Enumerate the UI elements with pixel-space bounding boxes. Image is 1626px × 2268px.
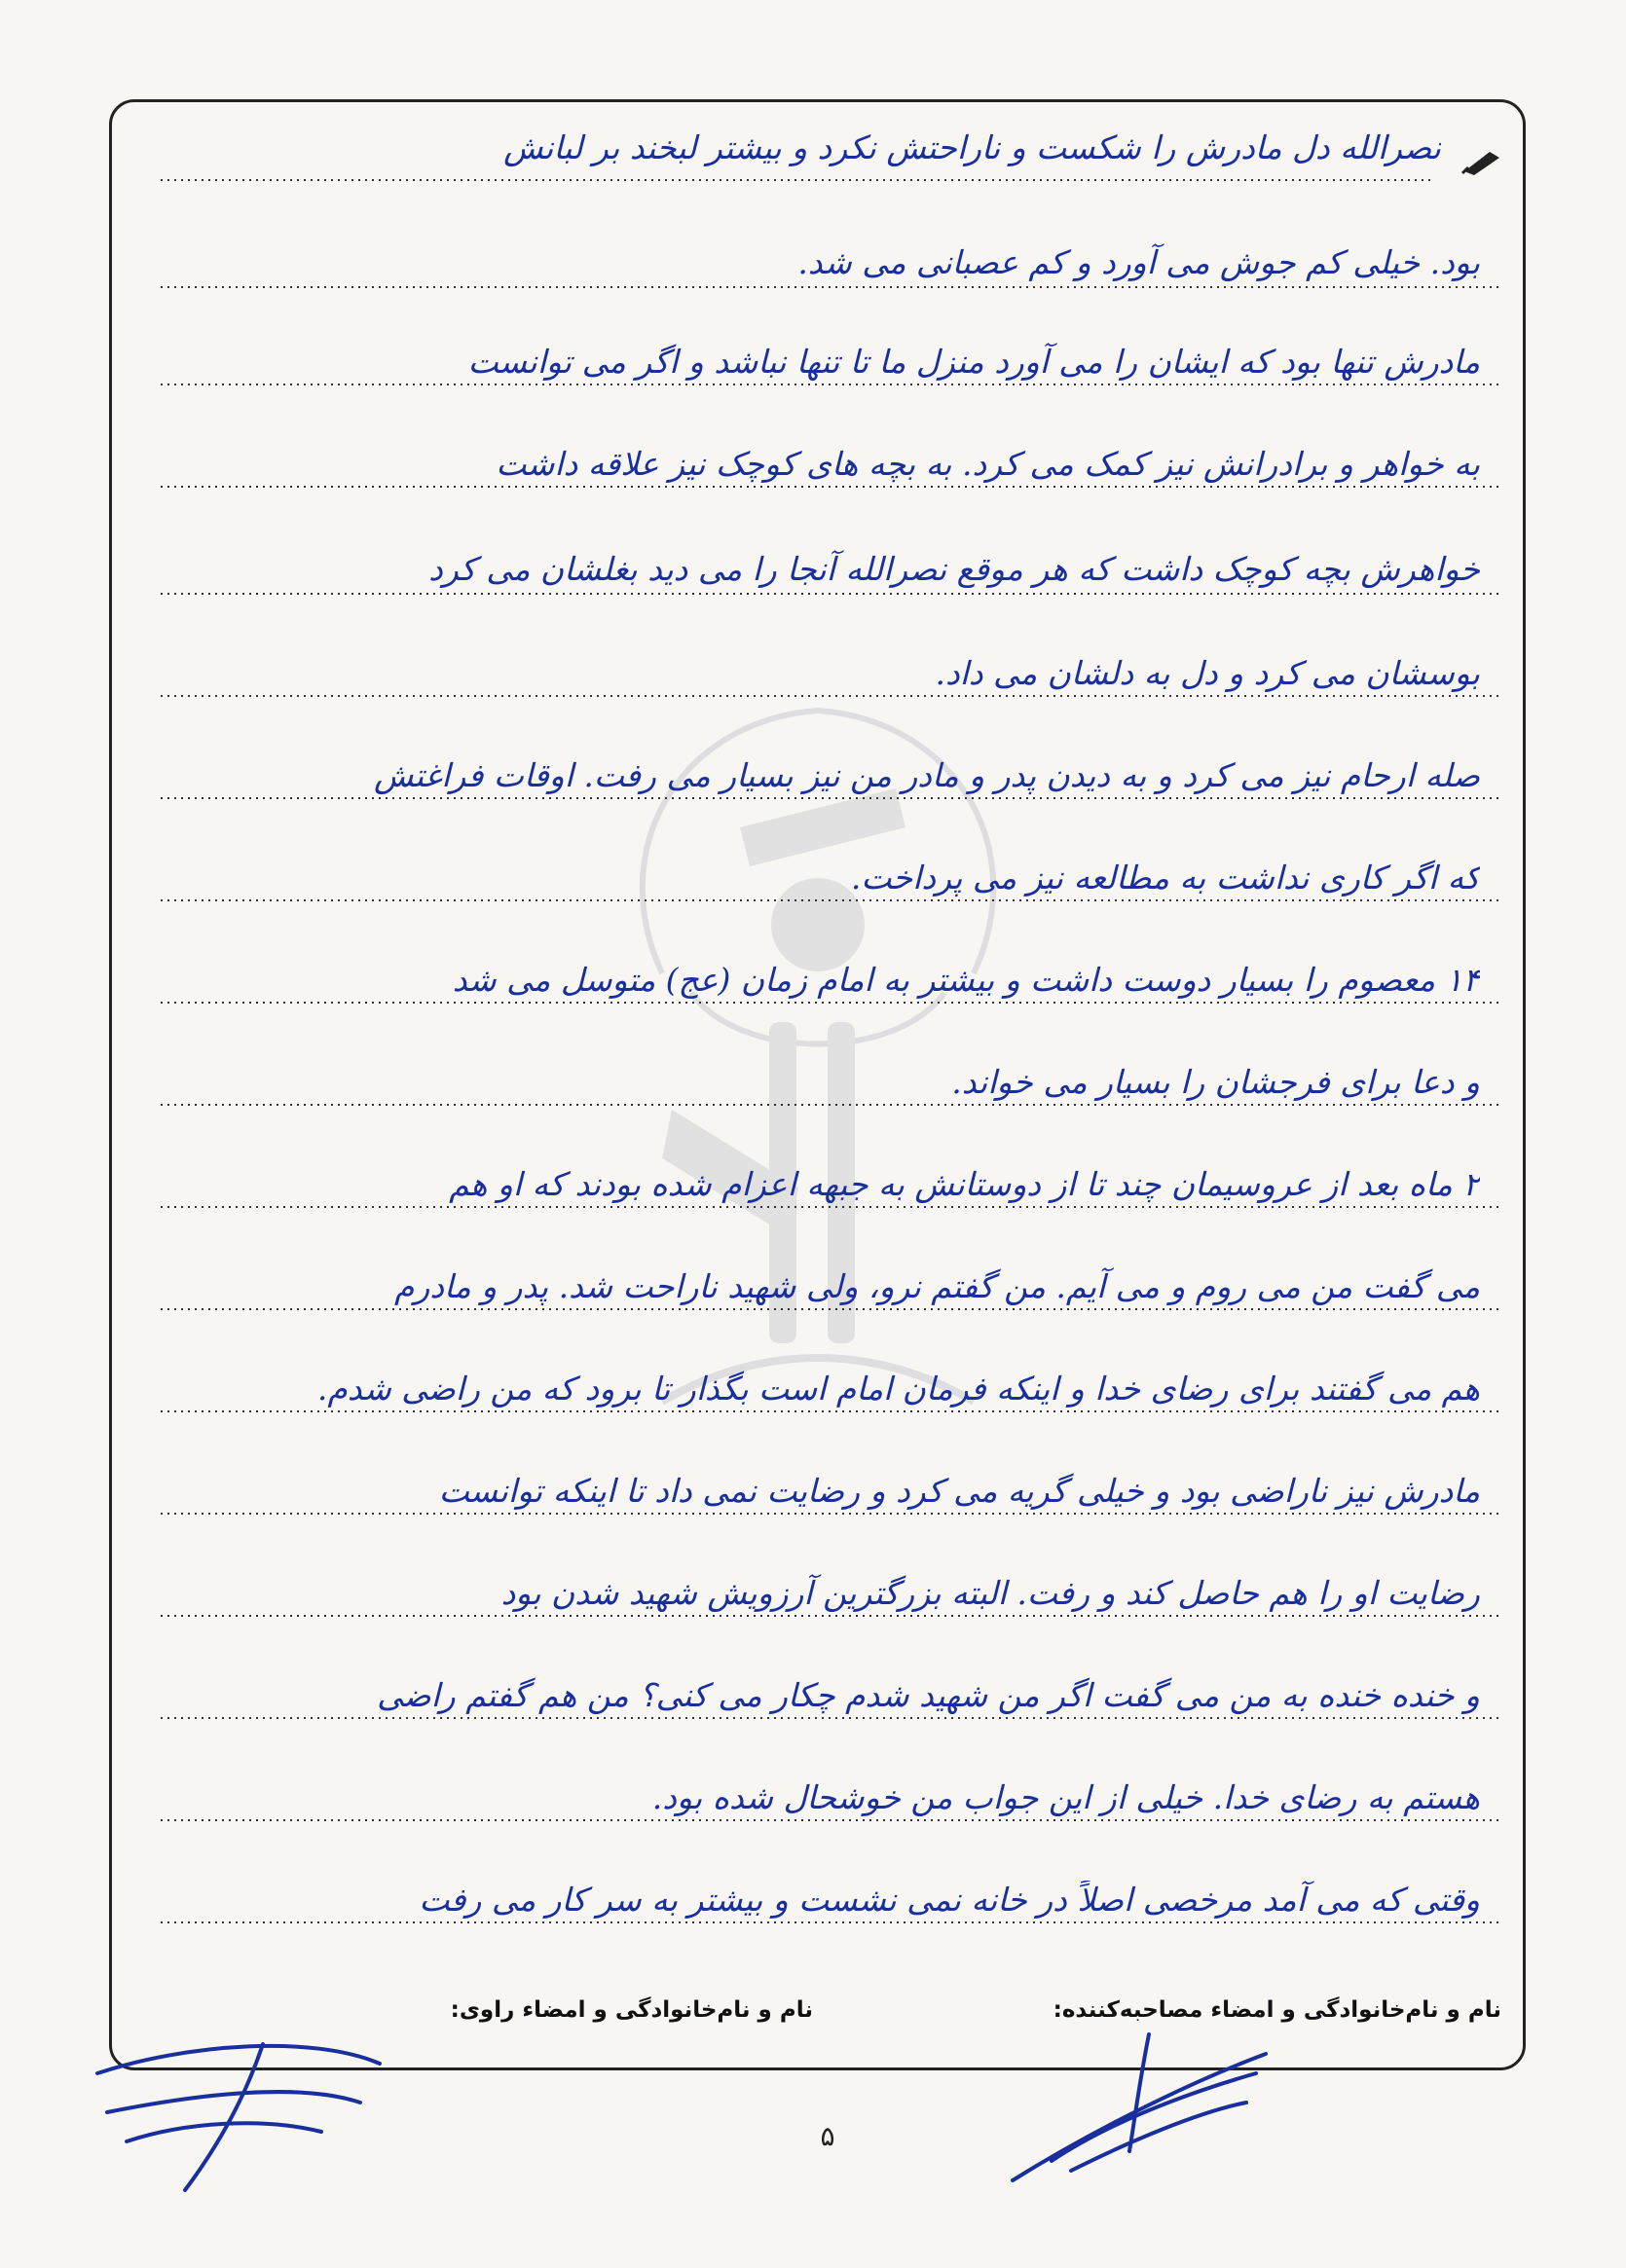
handwritten-line: بود. خیلی کم جوش می آورد و کم عصبانی می شد.: [797, 243, 1480, 281]
interviewer-signature-label: نام و نام‌خانوادگی و امضاء مصاحبه‌کننده:: [1053, 1997, 1501, 2023]
handwritten-line: خواهرش بچه کوچک داشت که هر موقع نصرالله آنجا را می دید بغلشان می کرد: [428, 550, 1480, 588]
handwritten-line: مادرش تنها بود که ایشان را می آورد منزل ما تا تنها نباشد و اگر می توانست: [467, 343, 1480, 381]
narrator-signature-label: نام و نام‌خانوادگی و امضاء راوی:: [450, 1997, 813, 2023]
narrator-signature: [68, 2005, 399, 2200]
pen-icon: [1460, 146, 1505, 175]
handwritten-line: بوسشان می کرد و دل به دلشان می داد.: [935, 654, 1480, 692]
handwritten-line: ۲ ماه بعد از عروسیمان چند تا از دوستانش به جبهه اعزام شده بودند که او هم: [449, 1165, 1480, 1203]
handwritten-line: رضایت او را هم حاصل کند و رفت. البته بزرگترین آرزویش شهید شدن بود: [500, 1574, 1480, 1612]
handwritten-line: و دعا برای فرجشان را بسیار می خواند.: [951, 1063, 1480, 1101]
handwritten-line: به خواهر و برادرانش نیز کمک می کرد. به بچه های کوچک نیز علاقه داشت: [496, 445, 1480, 483]
handwritten-line: می گفت من می روم و می آیم. من گفتم نرو، ولی شهید ناراحت شد. پدر و مادرم: [393, 1267, 1480, 1305]
handwritten-line: مادرش نیز ناراضی بود و خیلی گریه می کرد و رضایت نمی داد تا اینکه توانست: [438, 1472, 1480, 1510]
handwritten-line: و خنده خنده به من می گفت اگر من شهید شدم چکار می کنی؟ من هم گفتم راضی: [377, 1676, 1480, 1714]
handwritten-line: هستم به رضای خدا. خیلی از این جواب من خوشحال شده بود.: [651, 1778, 1480, 1816]
handwritten-line: که اگر کاری نداشت به مطالعه نیز می پرداخت.: [850, 859, 1480, 896]
handwritten-line: نصرالله دل مادرش را شکست و ناراحتش نکرد و بیشتر لبخند بر لبانش: [503, 128, 1441, 166]
handwritten-line: هم می گفتند برای رضای خدا و اینکه فرمان امام است بگذار تا برود که من راضی شدم.: [316, 1370, 1480, 1408]
handwritten-line: صله ارحام نیز می کرد و به دیدن پدر و مادر من نیز بسیار می رفت. اوقات فراغتش: [373, 756, 1480, 794]
handwritten-line: ۱۴ معصوم را بسیار دوست داشت و بیشتر به امام زمان (عج) متوسل می شد: [452, 961, 1480, 999]
page-number: ۵: [820, 2120, 835, 2152]
handwritten-line: وقتی که می آمد مرخصی اصلاً در خانه نمی نشست و بیشتر به سر کار می رفت: [419, 1881, 1480, 1919]
interviewer-signature: [974, 2015, 1285, 2190]
